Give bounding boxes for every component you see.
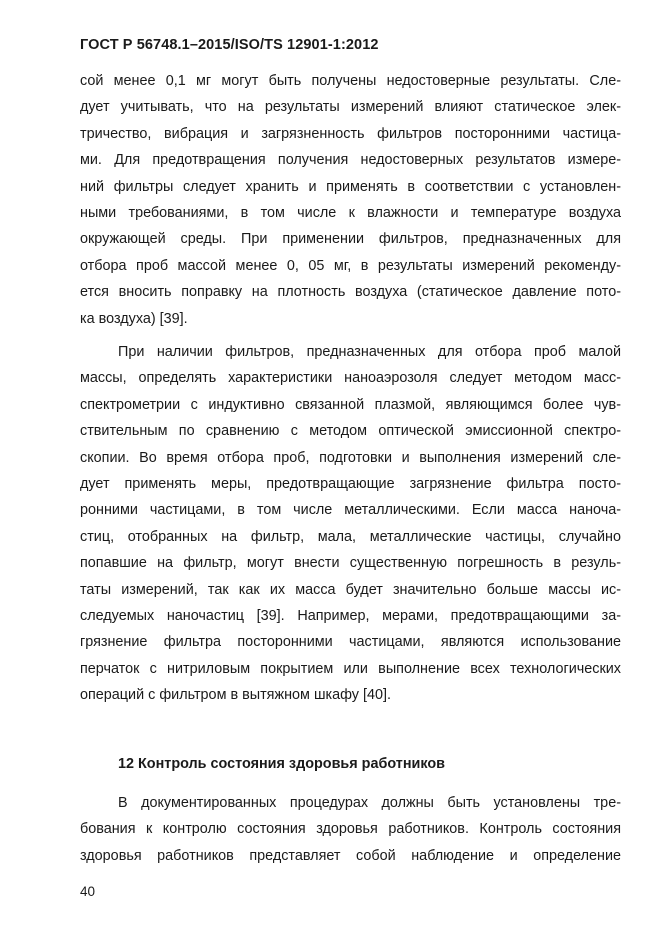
text-line: операций с фильтром в вытяжном шкафу [40]. bbox=[80, 687, 391, 704]
text-line: ми. Для предотвращения получения недостоверных результатов измере- bbox=[80, 152, 621, 169]
text-line: ронними частицами, в том числе металлическими. Если масса наноча- bbox=[80, 502, 621, 519]
standard-header: ГОСТ Р 56748.1–2015/ISO/TS 12901-1:2012 bbox=[80, 37, 379, 53]
text-line: грязнение фильтра посторонними частицами, являются использование bbox=[80, 634, 621, 651]
text-line: стиц, отобранных на фильтр, мала, металлические частицы, случайно bbox=[80, 528, 621, 545]
text-line: В документированных процедурах должны быть установлены тре- bbox=[118, 795, 621, 811]
text-line: тричество, вибрация и загрязненность фильтров посторонними частица- bbox=[80, 125, 621, 142]
page-number: 40 bbox=[80, 884, 96, 899]
text-line: следуемых наночастиц [39]. Например, мерами, предотвращающими за- bbox=[80, 608, 621, 625]
text-line: ка воздуха) [39]. bbox=[80, 310, 188, 327]
paragraph-3 bbox=[80, 790, 621, 869]
text-line: перчаток с нитриловым покрытием или выполнение всех технологических bbox=[80, 660, 621, 677]
text-line: скопии. Во время отбора проб, подготовки и выполнения измерений сле- bbox=[80, 449, 621, 466]
text-line: отбора проб массой менее 0, 05 мг, в результаты измерений рекоменду- bbox=[80, 257, 621, 274]
text-line: ными требованиями, в том числе к влажности и температуре воздуха bbox=[80, 205, 621, 222]
section-heading: 12 Контроль состояния здоровья работников bbox=[118, 756, 446, 772]
paragraph-2 bbox=[80, 339, 621, 709]
text-line: дует учитывать, что на результаты измерений влияют статическое элек- bbox=[80, 99, 621, 116]
text-line: таты измерений, так как их масса будет значительно больше массы ис- bbox=[80, 581, 621, 598]
text-line: ется вносить поправку на плотность воздуха (статическое давление пото- bbox=[80, 284, 621, 301]
text-line: ствительным по сравнению с методом оптической эмиссионной спектро- bbox=[80, 423, 621, 440]
text-line: При наличии фильтров, предназначенных для отбора проб малой bbox=[118, 344, 621, 360]
text-line: массы, определять характеристики наноаэрозоля следует методом масс- bbox=[80, 370, 621, 387]
text-line: попавшие на фильтр, могут внести существенную погрешность в резуль- bbox=[80, 555, 621, 572]
text-line: окружающей среды. При применении фильтров, предназначенных для bbox=[80, 231, 621, 248]
text-line: ний фильтры следует хранить и применять в соответствии с установлен- bbox=[80, 178, 621, 195]
text-line: дует применять меры, предотвращающие загрязнение фильтра посто- bbox=[80, 476, 621, 493]
text-line: бования к контролю состояния здоровья работников. Контроль состояния bbox=[80, 821, 621, 838]
text-line: спектрометрии с индуктивно связанной плазмой, являющимся более чув- bbox=[80, 396, 621, 413]
paragraph-1 bbox=[80, 68, 621, 332]
text-line: сой менее 0,1 мг могут быть получены недостоверные результаты. Сле- bbox=[80, 73, 621, 89]
text-line: здоровья работников представляет собой наблюдение и определение bbox=[80, 847, 621, 864]
